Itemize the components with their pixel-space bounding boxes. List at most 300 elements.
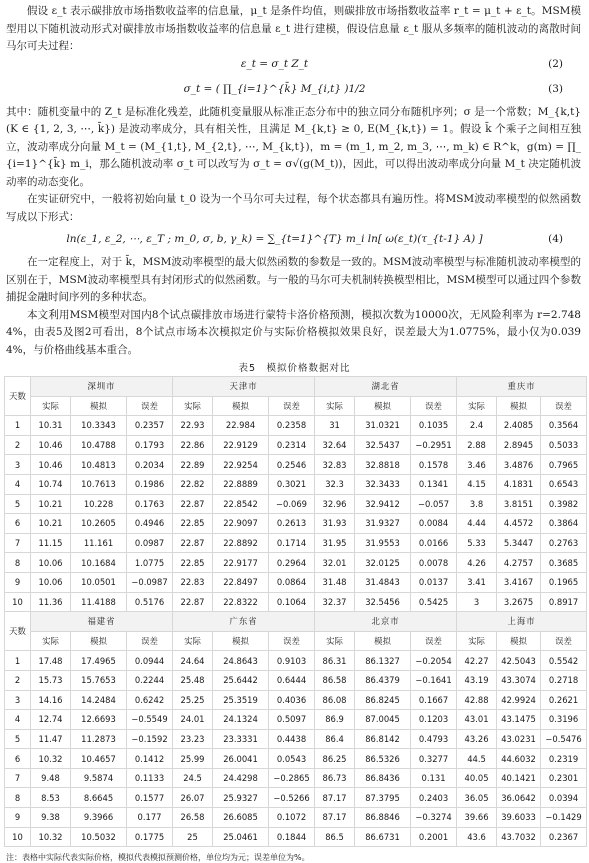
city-header: 重庆市 (457, 377, 587, 397)
value-cell: 0.4946 (127, 514, 173, 534)
value-cell: 0.5542 (541, 651, 587, 671)
value-cell: 87.0045 (355, 710, 411, 730)
table-row (5, 514, 587, 534)
value-cell: 32.0125 (355, 553, 411, 573)
value-cell: 86.9 (315, 710, 355, 730)
sub-header-cell: 实际 (31, 631, 71, 651)
value-cell: 10.5032 (71, 827, 127, 847)
value-cell: 0.2546 (269, 455, 315, 475)
day-cell: 1 (5, 416, 31, 436)
value-cell: 22.87 (173, 592, 213, 612)
value-cell: 0.9103 (269, 651, 315, 671)
value-cell: 22.8542 (213, 494, 269, 514)
value-cell: 11.161 (71, 533, 127, 553)
value-cell: 43.1475 (497, 710, 541, 730)
value-cell: 0.1064 (269, 592, 315, 612)
value-cell: 0.3982 (541, 494, 587, 514)
value-cell: 44.5 (457, 749, 497, 769)
equation-2 (8, 56, 581, 76)
table-row (5, 435, 587, 455)
value-cell: 0.2964 (269, 553, 315, 573)
equation-3-expression: σ_t = ( ∏_{i=1}^{k̄} M_{i,t} )1/2 (183, 82, 366, 95)
value-cell: 0.1965 (541, 572, 587, 592)
value-cell: 39.66 (457, 808, 497, 828)
table-row (5, 533, 587, 553)
value-cell: 10.4813 (71, 455, 127, 475)
value-cell: 3.4167 (497, 572, 541, 592)
value-cell: 22.9177 (213, 553, 269, 573)
sub-header-cell: 误差 (411, 631, 457, 651)
value-cell: 0.3021 (269, 474, 315, 494)
value-cell: 10.06 (31, 572, 71, 592)
day-cell: 10 (5, 592, 31, 612)
value-cell: 0.2403 (411, 788, 457, 808)
value-cell: 36.05 (457, 788, 497, 808)
value-cell: 25.9327 (213, 788, 269, 808)
value-cell: 25.48 (173, 670, 213, 690)
value-cell: 24.5 (173, 768, 213, 788)
value-cell: 3.8151 (497, 494, 541, 514)
paragraph-msm-properties: 在一定程度上，对于 k̄，MSM波动率模型的最大似然函数的参数是一致的。MSM波动率模型与标准随机波动率模型的区别在于，MSM波动率模型具有封闭形式的似然函数。与一般的马尔可夫机制转换模型相比，MSM模型可以通过四个参数捕捉金融时间序列的多种状态。 (6, 256, 581, 303)
sub-header-cell: 实际 (173, 631, 213, 651)
equation-4 (8, 226, 581, 254)
day-cell: 6 (5, 749, 31, 769)
table-row (5, 729, 587, 749)
value-cell: 31.95 (315, 533, 355, 553)
value-cell: 86.8436 (355, 768, 411, 788)
value-cell: 25 (173, 827, 213, 847)
city-header: 天津市 (173, 377, 315, 397)
value-cell: −0.5549 (127, 710, 173, 730)
table-row (5, 553, 587, 573)
value-cell: 9.38 (31, 808, 71, 828)
value-cell: 11.15 (31, 533, 71, 553)
value-cell: 31.4843 (355, 572, 411, 592)
value-cell: 25.0461 (213, 827, 269, 847)
value-cell: 0.2301 (541, 768, 587, 788)
sub-header-cell: 实际 (457, 631, 497, 651)
value-cell: 26.07 (173, 788, 213, 808)
value-cell: 31.93 (315, 514, 355, 534)
value-cell: 10.31 (31, 416, 71, 436)
value-cell: 32.37 (315, 592, 355, 612)
value-cell: 0.2034 (127, 455, 173, 475)
city-header: 上海市 (457, 612, 587, 632)
table-row (5, 670, 587, 690)
value-cell: 24.1324 (213, 710, 269, 730)
table-row (5, 768, 587, 788)
value-cell: 0.1775 (127, 827, 173, 847)
value-cell: 0.1133 (127, 768, 173, 788)
value-cell: 22.8497 (213, 572, 269, 592)
value-cell: 0.0084 (411, 514, 457, 534)
value-cell: 22.9129 (213, 435, 269, 455)
value-cell: 0.1844 (269, 827, 315, 847)
value-cell: 15.73 (31, 670, 71, 690)
value-cell: 0.2621 (541, 690, 587, 710)
city-header-row (5, 612, 587, 632)
value-cell: 23.3331 (213, 729, 269, 749)
value-cell: 31 (315, 416, 355, 436)
value-cell: 0.2718 (541, 670, 587, 690)
value-cell: 10.4788 (71, 435, 127, 455)
value-cell: 0.1341 (411, 474, 457, 494)
equation-3-number: (3) (548, 82, 563, 95)
value-cell: −0.5476 (541, 729, 587, 749)
sub-header-cell: 误差 (269, 631, 315, 651)
value-cell: 0.4793 (411, 729, 457, 749)
table-row (5, 494, 587, 514)
value-cell: 0.5097 (269, 710, 315, 730)
value-cell: 43.01 (457, 710, 497, 730)
value-cell: 86.8142 (355, 729, 411, 749)
value-cell: 0.5425 (411, 592, 457, 612)
day-cell: 4 (5, 474, 31, 494)
day-cell: 8 (5, 788, 31, 808)
value-cell: 22.93 (173, 416, 213, 436)
value-cell: 10.32 (31, 749, 71, 769)
value-cell: 32.8818 (355, 455, 411, 475)
value-cell: 22.85 (173, 553, 213, 573)
value-cell: 0.2367 (541, 827, 587, 847)
value-cell: 0.2314 (269, 435, 315, 455)
value-cell: 14.2484 (71, 690, 127, 710)
equation-2-expression: ε_t = σ_t Z_t (240, 57, 309, 70)
value-cell: 0.2001 (411, 827, 457, 847)
value-cell: 43.3074 (497, 670, 541, 690)
table-row (5, 651, 587, 671)
value-cell: 40.05 (457, 768, 497, 788)
value-cell: 86.8846 (355, 808, 411, 828)
value-cell: 0.7965 (541, 455, 587, 475)
value-cell: 10.7613 (71, 474, 127, 494)
sub-header-cell: 误差 (127, 631, 173, 651)
value-cell: 86.58 (315, 670, 355, 690)
value-cell: 0.8917 (541, 592, 587, 612)
value-cell: 11.4188 (71, 592, 127, 612)
value-cell: 0.1793 (127, 435, 173, 455)
value-cell: 0.131 (411, 768, 457, 788)
sub-header-cell: 实际 (315, 396, 355, 416)
value-cell: 26.58 (173, 808, 213, 828)
value-cell: 25.99 (173, 749, 213, 769)
value-cell: 86.4 (315, 729, 355, 749)
value-cell: 42.88 (457, 690, 497, 710)
sub-header-cell: 模拟 (71, 631, 127, 651)
value-cell: 22.984 (213, 416, 269, 436)
day-cell: 8 (5, 553, 31, 573)
equation-3 (8, 76, 581, 104)
day-cell: 1 (5, 651, 31, 671)
value-cell: 0.0078 (411, 553, 457, 573)
value-cell: 8.6645 (71, 788, 127, 808)
city-header-row (5, 377, 587, 397)
value-cell: 15.7653 (71, 670, 127, 690)
value-cell: 31.9553 (355, 533, 411, 553)
table-caption: 表5 模拟价格数据对比 (238, 363, 351, 374)
value-cell: 0.1203 (411, 710, 457, 730)
value-cell: 42.27 (457, 651, 497, 671)
value-cell: −0.1429 (541, 808, 587, 828)
value-cell: 0.1072 (269, 808, 315, 828)
value-cell: 42.9924 (497, 690, 541, 710)
value-cell: 10.0501 (71, 572, 127, 592)
value-cell: 5.33 (457, 533, 497, 553)
value-cell: 17.48 (31, 651, 71, 671)
value-cell: 11.36 (31, 592, 71, 612)
value-cell: 0.6242 (127, 690, 173, 710)
value-cell: 24.4298 (213, 768, 269, 788)
value-cell: 22.9254 (213, 455, 269, 475)
sub-header-cell: 模拟 (355, 396, 411, 416)
value-cell: 43.0231 (497, 729, 541, 749)
value-cell: 3 (457, 592, 497, 612)
value-cell: 0.2357 (127, 416, 173, 436)
value-cell: 17.4965 (71, 651, 127, 671)
value-cell: 3.46 (457, 455, 497, 475)
value-cell: 32.5437 (355, 435, 411, 455)
value-cell: 32.9412 (355, 494, 411, 514)
value-cell: 10.4657 (71, 749, 127, 769)
value-cell: 86.73 (315, 768, 355, 788)
value-cell: 4.2757 (497, 553, 541, 573)
value-cell: 86.8245 (355, 690, 411, 710)
value-cell: 0.3864 (541, 514, 587, 534)
city-header: 北京市 (315, 612, 457, 632)
value-cell: 10.06 (31, 553, 71, 573)
value-cell: 2.4 (457, 416, 497, 436)
value-cell: 0.0166 (411, 533, 457, 553)
value-cell: 86.1327 (355, 651, 411, 671)
paragraph-variable-definitions: 其中：随机变量中的 Z_t 是标准化残差，此随机变量服从标准正态分布中的独立同分布随机序列；σ 是一个常数；M_{k,t}(K ∈ {1, 2, 3, ⋯, k̄}) 是波动率成分，具有相关性，且满足 M_{k,t} ≥ 0, E(M_{k,t}) = 1。假设 k̄ 个乘子之间相互独立，波动率成分向量 M_t = (M_{1,t}, M_{2,t}, ⋯, M_{k,t})，m = (m_1, m_2, m_3, ⋯, m_k) ∈ R^k，g(m) = ∏_{i=1}^{k̄} m_i，那么随机波动率 σ_t 可以改写为 σ_t = σ√(g(M_t))，因此，可以得出波动率成分向量 M_t 决定随机波动率的动态变化。 (6, 105, 581, 188)
value-cell: 86.4379 (355, 670, 411, 690)
value-cell: 25.6442 (213, 670, 269, 690)
equation-2-number: (2) (548, 57, 563, 70)
sub-header-cell: 误差 (411, 396, 457, 416)
value-cell: −0.057 (411, 494, 457, 514)
value-cell: 22.8889 (213, 474, 269, 494)
value-cell: 43.7032 (497, 827, 541, 847)
value-cell: 0.1667 (411, 690, 457, 710)
value-cell: −0.0987 (127, 572, 173, 592)
value-cell: 0.2244 (127, 670, 173, 690)
day-cell: 5 (5, 729, 31, 749)
value-cell: 0.1577 (127, 788, 173, 808)
table-row (5, 788, 587, 808)
value-cell: 9.3966 (71, 808, 127, 828)
city-header: 福建省 (31, 612, 173, 632)
value-cell: 0.0944 (127, 651, 173, 671)
value-cell: −0.3274 (411, 808, 457, 828)
sub-header-cell: 误差 (541, 631, 587, 651)
value-cell: 0.2358 (269, 416, 315, 436)
value-cell: 14.16 (31, 690, 71, 710)
value-cell: 43.6 (457, 827, 497, 847)
value-cell: 9.48 (31, 768, 71, 788)
day-cell: 9 (5, 808, 31, 828)
paragraph-likelihood-intro: 在实证研究中，一般将初始向量 t_0 设为一个马尔可夫过程，每个状态都具有遍历性。将MSM波动率模型的似然函数写成以下形式： (6, 193, 581, 223)
sub-header-row (5, 396, 587, 416)
value-cell: 22.83 (173, 572, 213, 592)
value-cell: 0.0864 (269, 572, 315, 592)
value-cell: 32.64 (315, 435, 355, 455)
value-cell: −0.1641 (411, 670, 457, 690)
value-cell: 10.21 (31, 494, 71, 514)
sub-header-cell: 模拟 (213, 631, 269, 651)
value-cell: 9.5874 (71, 768, 127, 788)
value-cell: 2.88 (457, 435, 497, 455)
value-cell: 4.15 (457, 474, 497, 494)
value-cell: 0.6444 (269, 670, 315, 690)
value-cell: 0.3196 (541, 710, 587, 730)
table-row (5, 710, 587, 730)
value-cell: 3.8 (457, 494, 497, 514)
value-cell: 86.08 (315, 690, 355, 710)
value-cell: 32.01 (315, 553, 355, 573)
value-cell: 0.1763 (127, 494, 173, 514)
sub-header-row (5, 631, 587, 651)
city-header: 广东省 (173, 612, 315, 632)
value-cell: 24.64 (173, 651, 213, 671)
value-cell: 3.2675 (497, 592, 541, 612)
sub-header-cell: 模拟 (497, 396, 541, 416)
day-cell: 10 (5, 827, 31, 847)
value-cell: 36.0642 (497, 788, 541, 808)
table-row (5, 474, 587, 494)
value-cell: 10.46 (31, 435, 71, 455)
table-note: 注：表格中实际代表实际价格，模拟代表模拟预测价格，单位均为元；误差单位为%。 (6, 853, 310, 863)
sub-header-cell: 实际 (31, 396, 71, 416)
value-cell: 86.6731 (355, 827, 411, 847)
value-cell: 8.53 (31, 788, 71, 808)
value-cell: 2.4085 (497, 416, 541, 436)
value-cell: 0.3685 (541, 553, 587, 573)
value-cell: 32.5456 (355, 592, 411, 612)
value-cell: 1.0775 (127, 553, 173, 573)
value-cell: 24.8643 (213, 651, 269, 671)
value-cell: 10.3343 (71, 416, 127, 436)
value-cell: 24.01 (173, 710, 213, 730)
table-row (5, 592, 587, 612)
value-cell: 10.228 (71, 494, 127, 514)
value-cell: 39.6033 (497, 808, 541, 828)
value-cell: 31.48 (315, 572, 355, 592)
value-cell: 3.41 (457, 572, 497, 592)
city-header: 湖北省 (315, 377, 457, 397)
sub-header-cell: 模拟 (71, 396, 127, 416)
sub-header-cell: 误差 (127, 396, 173, 416)
value-cell: 3.4876 (497, 455, 541, 475)
city-header: 深圳市 (31, 377, 173, 397)
value-cell: −0.1592 (127, 729, 173, 749)
value-cell: 43.19 (457, 670, 497, 690)
value-cell: 22.87 (173, 494, 213, 514)
value-cell: −0.5266 (269, 788, 315, 808)
value-cell: 32.96 (315, 494, 355, 514)
value-cell: 0.5033 (541, 435, 587, 455)
sub-header-cell: 实际 (315, 631, 355, 651)
value-cell: 87.17 (315, 788, 355, 808)
table-row (5, 416, 587, 436)
value-cell: 0.5176 (127, 592, 173, 612)
simulated-price-table (4, 376, 587, 847)
value-cell: 12.74 (31, 710, 71, 730)
value-cell: 42.5043 (497, 651, 541, 671)
value-cell: 22.87 (173, 533, 213, 553)
value-cell: 0.6543 (541, 474, 587, 494)
value-cell: −0.069 (269, 494, 315, 514)
value-cell: 86.5326 (355, 749, 411, 769)
value-cell: 10.32 (31, 827, 71, 847)
sub-header-cell: 实际 (173, 396, 213, 416)
equation-4-number: (4) (548, 233, 563, 245)
sub-header-cell: 模拟 (355, 631, 411, 651)
value-cell: 86.5 (315, 827, 355, 847)
value-cell: 4.26 (457, 553, 497, 573)
sub-header-cell: 模拟 (213, 396, 269, 416)
day-column-header: 天数 (5, 377, 31, 416)
value-cell: 11.47 (31, 729, 71, 749)
value-cell: 10.21 (31, 514, 71, 534)
day-cell: 9 (5, 572, 31, 592)
value-cell: 86.25 (315, 749, 355, 769)
value-cell: 0.3564 (541, 416, 587, 436)
day-cell: 2 (5, 435, 31, 455)
value-cell: 0.1412 (127, 749, 173, 769)
day-cell: 3 (5, 455, 31, 475)
day-cell: 2 (5, 670, 31, 690)
value-cell: 32.3 (315, 474, 355, 494)
value-cell: 0.4036 (269, 690, 315, 710)
value-cell: 22.85 (173, 514, 213, 534)
equation-4-expression: ln(ε_1, ε_2, ⋯, ε_T ; m_0, σ, b, γ_k) = ∑_{t=1}^{T} m_i ln[ ω(ε_t)(τ_{t-1} A) ] (66, 233, 483, 245)
value-cell: 0.0137 (411, 572, 457, 592)
value-cell: 10.1684 (71, 553, 127, 573)
day-column-header: 天数 (5, 612, 31, 651)
value-cell: 0.1578 (411, 455, 457, 475)
value-cell: −0.2054 (411, 651, 457, 671)
paragraph-model-intro: 假设 ε_t 表示碳排放市场指数收益率的信息量，μ_t 是条件均值，则碳排放市场指数收益率 r_t = μ_t + ε_t。MSM模型用以下随机波动形式对碳排放市场指数收益率的信息量 ε_t 进行建模，假设信息量 ε_t 服从多频率的随机波动的离散时间马尔可夫过程： (6, 5, 581, 52)
value-cell: 0.2763 (541, 533, 587, 553)
day-cell: 6 (5, 514, 31, 534)
day-cell: 4 (5, 710, 31, 730)
value-cell: 0.1714 (269, 533, 315, 553)
value-cell: 0.2319 (541, 749, 587, 769)
day-cell: 7 (5, 533, 31, 553)
value-cell: 0.177 (127, 808, 173, 828)
sub-header-cell: 实际 (457, 396, 497, 416)
table-row (5, 808, 587, 828)
value-cell: 25.25 (173, 690, 213, 710)
value-cell: 23.23 (173, 729, 213, 749)
paragraph-simulation-results: 本文利用MSM模型对国内8个试点碳排放市场进行蒙特卡洛价格预测，模拟次数为10000次，无风险利率为 r=2.7484%，由表5及图2可看出，8个试点市场本次模拟定价与实际价格模拟效果良好，误差最大为1.0775%，最小仅为0.0394%，与价格曲线基本重合。 (6, 308, 581, 356)
value-cell: 10.46 (31, 455, 71, 475)
value-cell: 40.1421 (497, 768, 541, 788)
day-cell: 5 (5, 494, 31, 514)
value-cell: 31.0321 (355, 416, 411, 436)
value-cell: 86.31 (315, 651, 355, 671)
value-cell: 44.6032 (497, 749, 541, 769)
value-cell: 22.8322 (213, 592, 269, 612)
sub-header-cell: 误差 (541, 396, 587, 416)
value-cell: 25.3519 (213, 690, 269, 710)
value-cell: 0.0394 (541, 788, 587, 808)
value-cell: 26.6085 (213, 808, 269, 828)
table-row (5, 749, 587, 769)
value-cell: 87.3795 (355, 788, 411, 808)
value-cell: 0.1035 (411, 416, 457, 436)
value-cell: 0.3277 (411, 749, 457, 769)
